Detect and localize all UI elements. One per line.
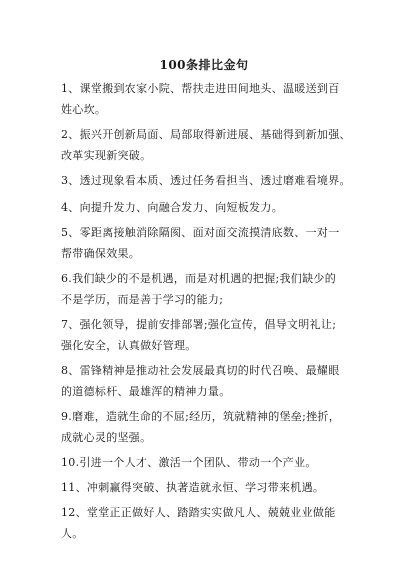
item-line: 3、透过现象看本质、透过任务看担当、透过磨难看境界。 bbox=[61, 174, 351, 187]
item-line: 4、向提升发力、向融合发力、向短板发力。 bbox=[61, 201, 283, 214]
item-line: 9.磨难，造就生命的不屈;经历，筑就精神的堡垒;挫折， bbox=[61, 410, 341, 423]
list-item bbox=[61, 314, 361, 356]
item-line: 6.我们缺少的不是机遇，而是对机遇的把握;我们缺少的 bbox=[61, 272, 336, 285]
item-line: 8、雷锋精神是推动社会发展最真切的时代召唤、最耀眼 bbox=[61, 364, 340, 377]
item-line: 5、零距离接触消除隔阂、面对面交流摸清底数、一对一 bbox=[61, 226, 340, 239]
list-item bbox=[61, 502, 361, 544]
item-line: 的道德标杆、最雄浑的精神力量。 bbox=[61, 385, 231, 398]
item-line: 2、振兴开创新局面、局部取得新进展、基础得到新加强、 bbox=[61, 128, 351, 141]
list-item bbox=[61, 78, 361, 120]
item-line: 不是学历，而是善于学习的能力; bbox=[61, 293, 224, 306]
item-line: 人。 bbox=[61, 527, 84, 540]
list-item bbox=[61, 360, 361, 402]
item-line: 强化安全，认真做好管理。 bbox=[61, 339, 197, 352]
item-line: 帮带确保效果。 bbox=[61, 247, 141, 260]
list-item bbox=[61, 222, 361, 264]
list-item bbox=[61, 170, 361, 191]
list-item bbox=[61, 124, 361, 166]
list-item bbox=[61, 268, 361, 310]
item-line: 10.引进一个人才、激活一个团队、带动一个产业。 bbox=[61, 456, 317, 469]
item-line: 1、课堂搬到农家小院、帮扶走进田间地头、温暖送到百 bbox=[61, 82, 340, 95]
list-item bbox=[61, 197, 361, 218]
list-item bbox=[61, 452, 361, 473]
item-line: 改革实现新突破。 bbox=[61, 149, 152, 162]
item-line: 12、堂堂正正做好人、踏踏实实做凡人、兢兢业业做能 bbox=[61, 506, 336, 519]
item-line: 姓心坎。 bbox=[61, 103, 107, 116]
item-line: 成就心灵的坚强。 bbox=[61, 431, 152, 444]
list-item bbox=[61, 477, 361, 498]
item-line: 11、冲刺赢得突破、执著造就永恒、学习带来机遇。 bbox=[61, 481, 325, 494]
item-line: 7、强化领导，提前安排部署;强化宣传，倡导文明礼让; bbox=[61, 318, 337, 331]
document-title: 100条排比金句 bbox=[159, 58, 249, 72]
list-item bbox=[61, 406, 361, 448]
